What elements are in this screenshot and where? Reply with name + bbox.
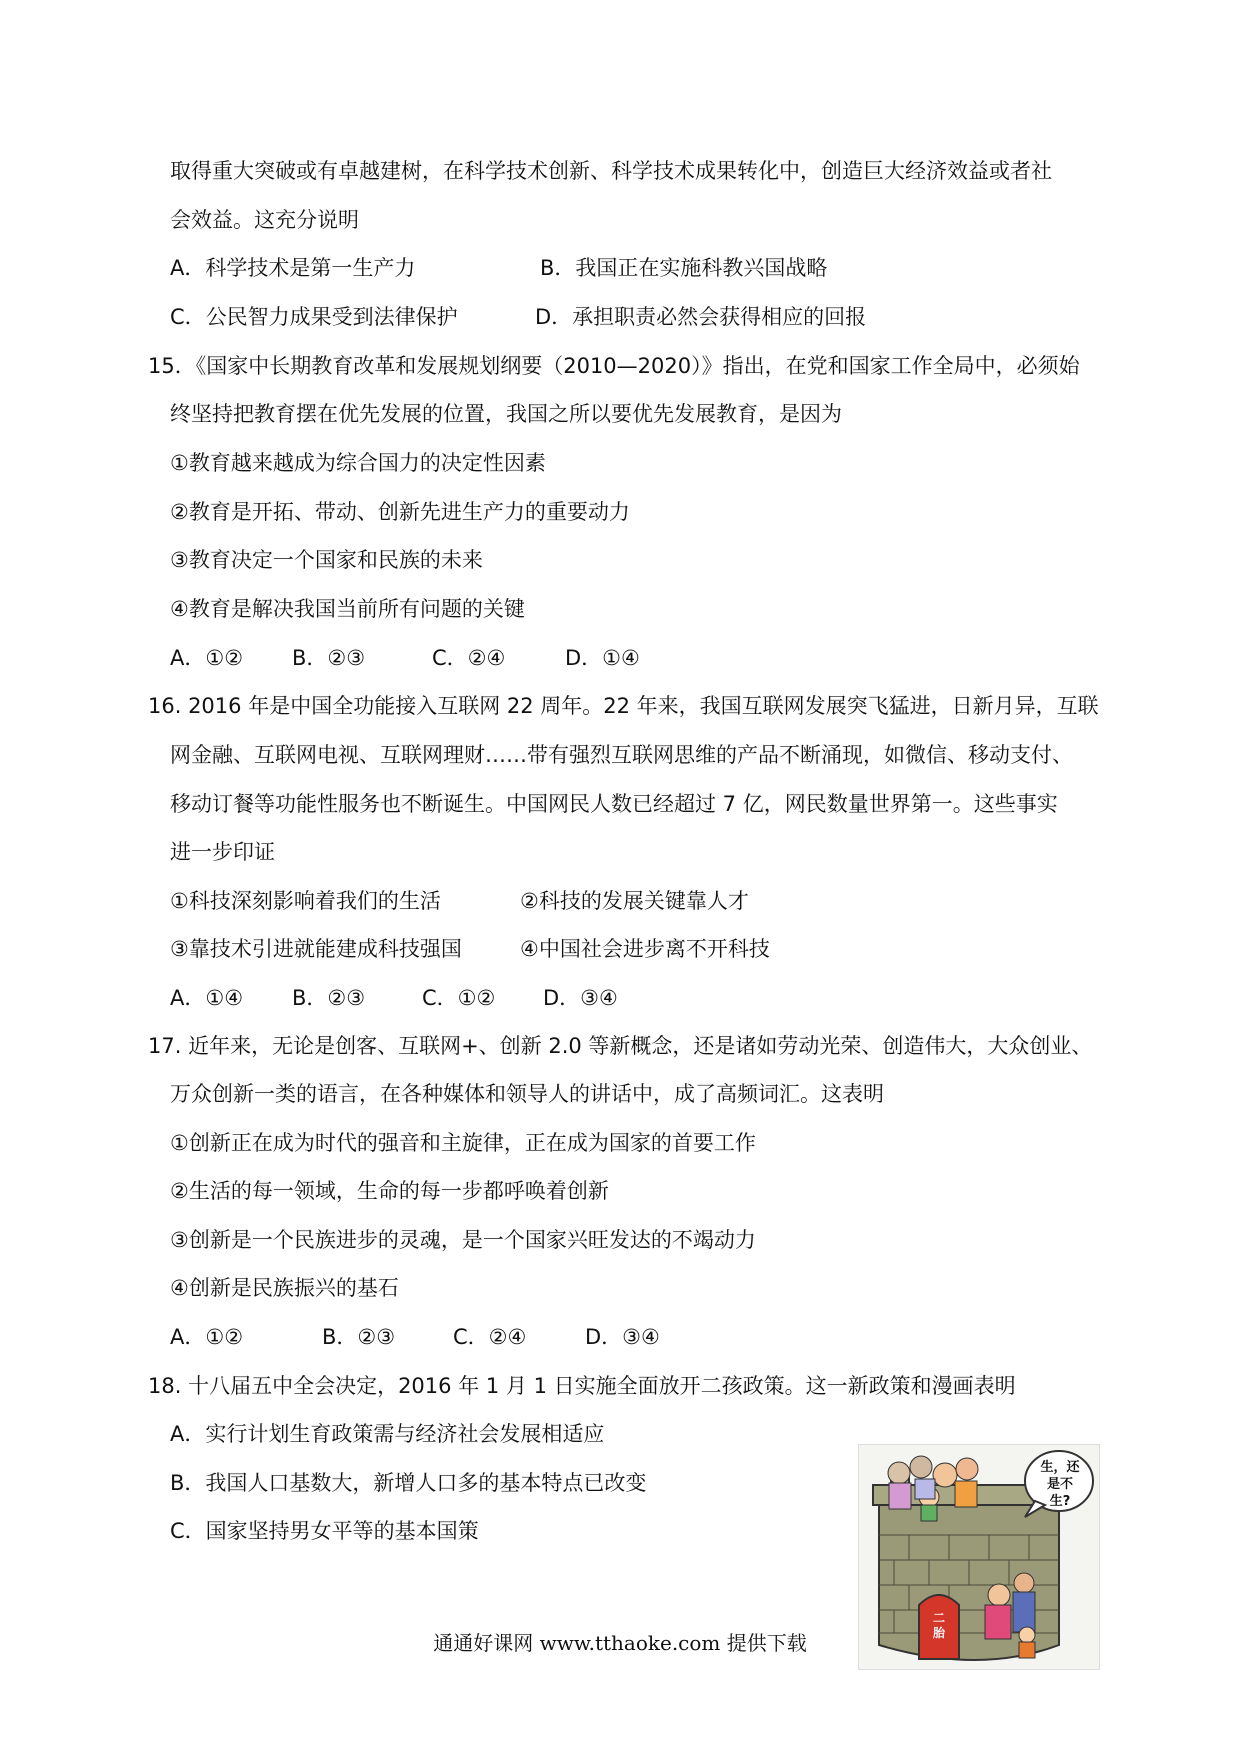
q17-statement-3: ③创新是一个民族进步的灵魂，是一个国家兴旺发达的不竭动力 <box>170 1228 756 1252</box>
q17-stem-line-1: 17. 近年来，无论是创客、互联网+、创新 2.0 等新概念，还是诸如劳动光荣、创造伟大，大众创业、 <box>148 1034 1093 1058</box>
q16-statement-2: ②科技的发展关键靠人才 <box>520 889 749 913</box>
q15-stem-line-2: 终坚持把教育摆在优先发展的位置，我国之所以要优先发展教育，是因为 <box>170 402 842 426</box>
q16-option-a: A．①④ <box>170 986 244 1010</box>
q18-stem-line-1: 18. 十八届五中全会决定，2016 年 1 月 1 日实施全面放开二孩政策。这一新政策和漫画表明 <box>148 1374 1016 1398</box>
q18-option-c: C．国家坚持男女平等的基本国策 <box>170 1519 479 1543</box>
q16-option-d: D．③④ <box>543 986 618 1010</box>
page-footer: 通通好课网 www.tthaoke.com 提供下载 <box>433 1631 807 1655</box>
q17-statement-1: ①创新正在成为时代的强音和主旋律，正在成为国家的首要工作 <box>170 1131 756 1155</box>
q17-option-a: A．①② <box>170 1325 244 1349</box>
q15-statement-1: ①教育越来越成为综合国力的决定性因素 <box>170 451 546 475</box>
q16-option-c: C．①② <box>422 986 496 1010</box>
q15-option-a: A．①② <box>170 646 244 670</box>
q15-statement-3: ③教育决定一个国家和民族的未来 <box>170 548 483 572</box>
q16-statement-4: ④中国社会进步离不开科技 <box>520 937 770 961</box>
q17-statement-2: ②生活的每一领域，生命的每一步都呼唤着创新 <box>170 1179 609 1203</box>
q18-option-b: B．我国人口基数大，新增人口多的基本特点已改变 <box>170 1471 647 1495</box>
q15-statement-4: ④教育是解决我国当前所有问题的关键 <box>170 597 525 621</box>
q18-option-a: A．实行计划生育政策需与经济社会发展相适应 <box>170 1422 605 1446</box>
q15-option-d: D．①④ <box>565 646 640 670</box>
cartoon-speech-bubble: 生，还是不生? <box>1040 1460 1080 1509</box>
q14-option-a: A．科学技术是第一生产力 <box>170 256 416 280</box>
q15-option-c: C．②④ <box>432 646 506 670</box>
q14-stem-line-2: 会效益。这充分说明 <box>170 208 359 232</box>
q17-stem-line-2: 万众创新一类的语言，在各种媒体和领导人的讲话中，成了高频词汇。这表明 <box>170 1082 884 1106</box>
q14-option-b: B．我国正在实施科教兴国战略 <box>540 256 828 280</box>
q15-stem-line-1: 15．《国家中长期教育改革和发展规划纲要（2010—2020）》指出，在党和国家工作全局中，必须始 <box>148 354 1080 378</box>
q14-option-d: D．承担职责必然会获得相应的回报 <box>535 305 867 329</box>
q16-option-b: B．②③ <box>292 986 366 1010</box>
q17-option-d: D．③④ <box>585 1325 660 1349</box>
q15-statement-2: ②教育是开拓、带动、创新先进生产力的重要动力 <box>170 500 630 524</box>
q16-statement-1: ①科技深刻影响着我们的生活 <box>170 889 441 913</box>
q14-stem-line-1: 取得重大突破或有卓越建树，在科学技术创新、科学技术成果转化中，创造巨大经济效益或者社 <box>170 159 1052 183</box>
q15-option-b: B．②③ <box>292 646 366 670</box>
q16-stem-line-2: 网金融、互联网电视、互联网理财……带有强烈互联网思维的产品不断涌现，如微信、移动支付、 <box>170 743 1073 767</box>
q14-option-c: C．公民智力成果受到法律保护 <box>170 305 458 329</box>
q16-stem-line-4: 进一步印证 <box>170 840 275 864</box>
q17-option-c: C．②④ <box>453 1325 527 1349</box>
q17-option-b: B．②③ <box>322 1325 396 1349</box>
q16-stem-line-3: 移动订餐等功能性服务也不断诞生。中国网民人数已经超过 7 亿，网民数量世界第一。这些事实 <box>170 792 1058 816</box>
q17-statement-4: ④创新是民族振兴的基石 <box>170 1276 399 1300</box>
q16-statement-3: ③靠技术引进就能建成科技强国 <box>170 937 462 961</box>
cartoon-door-label: 二胎 <box>932 1611 945 1640</box>
q16-stem-line-1: 16. 2016 年是中国全功能接入互联网 22 周年。22 年来，我国互联网发展突飞猛进，日新月异，互联 <box>148 694 1099 718</box>
